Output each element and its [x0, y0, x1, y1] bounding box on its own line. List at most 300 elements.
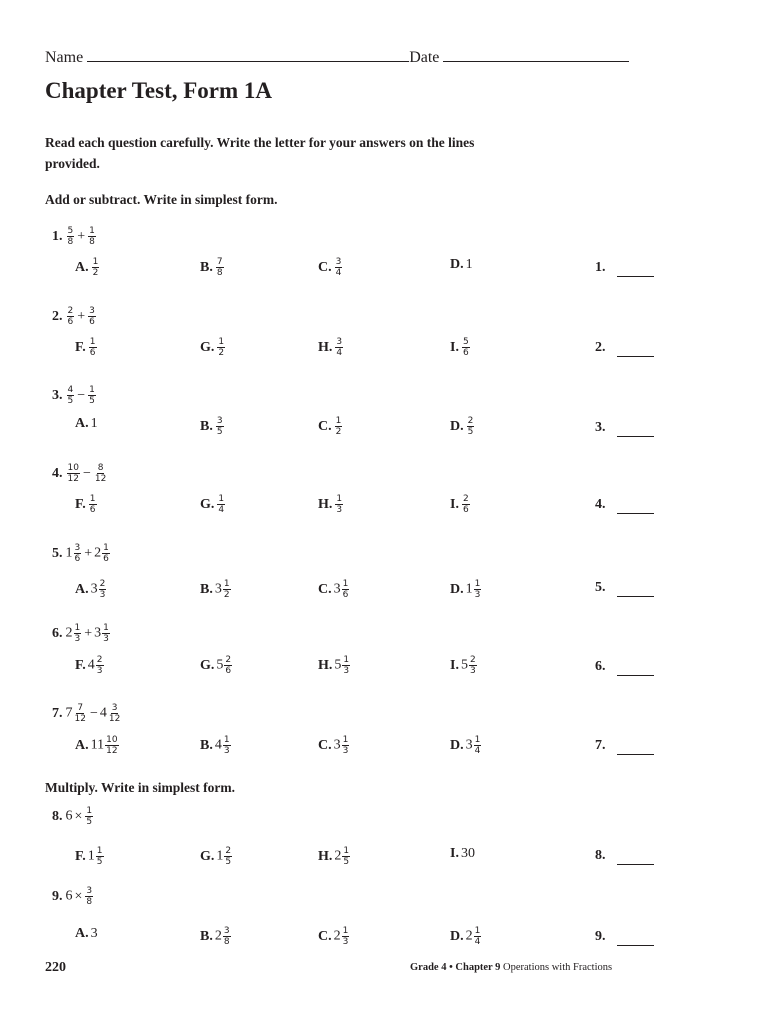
denominator: 12: [67, 474, 79, 484]
numerator: 2: [99, 579, 106, 589]
fraction: [74, 543, 82, 564]
answer-choice[interactable]: [75, 494, 98, 515]
answer-choice[interactable]: [75, 926, 98, 942]
fraction: [223, 579, 231, 600]
denominator: 6: [67, 317, 74, 327]
choice-letter: G.: [200, 848, 215, 864]
whole-number: 2: [94, 545, 102, 561]
denominator: 5: [216, 427, 223, 437]
denominator: 6: [74, 554, 81, 564]
question-4: [52, 463, 108, 484]
denominator: 12: [106, 746, 118, 756]
choice-letter: D.: [450, 737, 464, 753]
denominator: 12: [108, 714, 121, 724]
numerator: 1: [103, 623, 109, 633]
fraction: [216, 257, 224, 278]
numerator: 4: [67, 385, 74, 395]
fraction: [467, 416, 475, 437]
whole-number: 2: [214, 928, 222, 944]
question-number: 8.: [52, 808, 63, 824]
question-6: [52, 623, 111, 644]
fraction: [216, 416, 224, 437]
numerator: 1: [74, 623, 81, 633]
answer-choice[interactable]: [318, 337, 344, 358]
fraction: [462, 494, 470, 515]
denominator: 6: [89, 505, 96, 515]
footer-subject: Operations with Fractions: [503, 962, 613, 973]
denominator: 6: [89, 348, 96, 358]
choice-letter: A.: [75, 581, 89, 597]
numerator: 1: [96, 846, 103, 856]
fraction: [96, 846, 104, 867]
answer-number: 6.: [595, 659, 606, 674]
numerator: 2: [67, 306, 74, 316]
fraction: [85, 806, 93, 827]
fraction: [342, 579, 350, 600]
choice-letter: F.: [75, 848, 86, 864]
answer-line-5[interactable]: [617, 595, 654, 597]
whole-number: 3: [465, 737, 473, 753]
choice-letter: B.: [200, 418, 213, 434]
section-heading-multiply: Multiply. Write in simplest form.: [45, 780, 235, 795]
question-1: [52, 226, 97, 247]
numerator: 7: [77, 703, 84, 713]
choice-letter: G.: [200, 496, 215, 512]
answer-line-8[interactable]: [617, 863, 654, 865]
numerator: 1: [343, 655, 350, 665]
answer-choice[interactable]: [200, 337, 226, 358]
numerator: 2: [467, 416, 474, 426]
fraction: [224, 655, 232, 676]
question-9: [52, 886, 94, 907]
date-field[interactable]: [443, 45, 629, 62]
question-number: 7.: [52, 705, 63, 721]
fraction: [108, 703, 121, 724]
choice-letter: A.: [75, 926, 89, 941]
numerator: 1: [89, 385, 95, 395]
fraction: [335, 416, 343, 437]
denominator: 3: [342, 937, 349, 947]
whole-number: 2: [333, 928, 341, 944]
numerator: 2: [225, 846, 232, 856]
choice-letter: B.: [200, 581, 213, 597]
question-number: 4.: [52, 465, 63, 481]
whole-number: 6: [65, 808, 73, 824]
fraction: [342, 926, 350, 947]
numerator: 3: [336, 337, 343, 347]
denominator: 8: [89, 237, 95, 247]
question-number: 5.: [52, 545, 63, 561]
denominator: 5: [96, 857, 103, 867]
fraction: [335, 337, 343, 358]
answer-line-6[interactable]: [617, 674, 654, 676]
whole-number: 2: [465, 928, 473, 944]
answer-line-1[interactable]: [617, 275, 654, 277]
numerator: 1: [342, 735, 349, 745]
whole-number: 1: [465, 257, 473, 272]
choice-letter: A.: [75, 416, 89, 431]
answer-choice[interactable]: [200, 655, 233, 676]
question-number: 9.: [52, 888, 63, 904]
choice-letter: D.: [450, 418, 464, 434]
denominator: 2: [223, 590, 230, 600]
fraction: [474, 926, 482, 947]
answer-choice[interactable]: [200, 494, 226, 515]
numerator: 1: [86, 806, 93, 816]
numerator: 3: [74, 543, 81, 553]
question-number: 3.: [52, 387, 63, 403]
fraction: [474, 735, 482, 756]
numerator: 3: [86, 886, 93, 896]
fraction: [335, 257, 343, 278]
answer-number: 4.: [595, 497, 606, 512]
choice-letter: C.: [318, 418, 332, 434]
choice-letter: I.: [450, 846, 459, 861]
numerator: 1: [103, 543, 109, 553]
fraction: [342, 735, 350, 756]
fraction: [88, 385, 96, 406]
denominator: 5: [86, 817, 93, 827]
choice-letter: D.: [450, 928, 464, 944]
answer-choice[interactable]: [450, 257, 473, 273]
choice-letter: D.: [450, 257, 464, 272]
denominator: 6: [462, 348, 469, 358]
answer-choice[interactable]: [75, 846, 105, 867]
answer-choice[interactable]: [200, 846, 233, 867]
answer-choice[interactable]: [75, 579, 107, 600]
answer-choice[interactable]: [450, 735, 482, 756]
numerator: 1: [342, 926, 349, 936]
fraction: [462, 337, 470, 358]
whole-number: 3: [333, 581, 341, 597]
denominator: 3: [474, 590, 481, 600]
answer-choice[interactable]: [318, 494, 344, 515]
numerator: 7: [216, 257, 223, 267]
numerator: 2: [96, 655, 103, 665]
question-5: [52, 543, 111, 564]
choice-letter: B.: [200, 928, 213, 944]
whole-number: 7: [65, 705, 73, 721]
numerator: 3: [223, 926, 230, 936]
operator: −: [77, 387, 86, 403]
fraction: [94, 463, 107, 484]
denominator: 5: [225, 857, 232, 867]
whole-number: 11: [90, 737, 105, 753]
answer-choice[interactable]: [450, 494, 471, 515]
answer-number: 9.: [595, 929, 606, 944]
question-number: 2.: [52, 308, 63, 324]
fraction: [92, 257, 100, 278]
fraction: [217, 337, 225, 358]
fraction: [85, 886, 93, 907]
fraction: [99, 579, 107, 600]
footer-grade: Grade 4: [410, 962, 447, 973]
answer-number: 7.: [595, 738, 606, 753]
answer-choice[interactable]: [318, 846, 351, 867]
fraction: [89, 337, 97, 358]
denominator: 6: [342, 590, 349, 600]
denominator: 3: [99, 590, 106, 600]
denominator: 3: [342, 746, 349, 756]
answer-choice[interactable]: [75, 416, 98, 432]
denominator: 2: [92, 268, 99, 278]
choice-letter: B.: [200, 259, 213, 275]
fraction: [67, 226, 75, 247]
fraction: [88, 306, 96, 327]
operator: +: [77, 228, 86, 244]
answer-choice[interactable]: [75, 655, 105, 676]
answer-number: 3.: [595, 420, 606, 435]
answer-line-9[interactable]: [617, 944, 654, 946]
choice-letter: F.: [75, 657, 86, 673]
numerator: 2: [469, 655, 476, 665]
numerator: 1: [89, 494, 96, 504]
page-number: 220: [45, 960, 66, 975]
denominator: 6: [225, 666, 232, 676]
answer-choice[interactable]: [318, 257, 343, 278]
choice-letter: G.: [200, 657, 215, 673]
choice-letter: C.: [318, 737, 332, 753]
denominator: 5: [89, 396, 95, 406]
operator: +: [84, 625, 93, 641]
name-label: Name: [45, 49, 84, 66]
numerator: 1: [335, 416, 342, 426]
whole-number: 5: [216, 657, 224, 673]
answer-choice[interactable]: [75, 735, 120, 756]
denominator: 3: [343, 666, 350, 676]
whole-number: 2: [334, 848, 342, 864]
denominator: 3: [336, 505, 343, 515]
whole-number: 2: [65, 625, 73, 641]
numerator: 1: [343, 846, 350, 856]
fraction: [335, 494, 343, 515]
answer-line-3[interactable]: [617, 435, 654, 437]
fraction: [67, 306, 75, 327]
denominator: 3: [74, 634, 81, 644]
question-3: [52, 385, 97, 406]
denominator: 5: [343, 857, 350, 867]
whole-number: 4: [99, 705, 107, 721]
numerator: 1: [223, 735, 230, 745]
answer-choice[interactable]: [318, 579, 350, 600]
fraction: [223, 735, 231, 756]
numerator: 5: [67, 226, 74, 236]
answer-choice[interactable]: [450, 416, 475, 437]
fraction: [67, 463, 80, 484]
answer-choice[interactable]: [75, 257, 100, 278]
answer-choice[interactable]: [450, 337, 471, 358]
operator: ×: [74, 888, 83, 904]
answer-choice[interactable]: [318, 416, 343, 437]
fraction: [89, 494, 97, 515]
answer-choice[interactable]: [318, 926, 350, 947]
numerator: 1: [474, 579, 481, 589]
denominator: 2: [335, 427, 342, 437]
denominator: 8: [216, 268, 223, 278]
fraction: [474, 579, 482, 600]
numerator: 2: [462, 494, 469, 504]
answer-choice[interactable]: [200, 735, 232, 756]
answer-line-7[interactable]: [617, 753, 654, 755]
operator: −: [89, 705, 98, 721]
fraction: [96, 655, 104, 676]
choice-letter: D.: [450, 581, 464, 597]
operator: −: [82, 465, 91, 481]
choice-letter: G.: [200, 339, 215, 355]
whole-number: 4: [214, 737, 222, 753]
choice-letter: C.: [318, 928, 332, 944]
footer-bullet: •: [449, 962, 453, 973]
fraction: [67, 385, 75, 406]
answer-number: 8.: [595, 848, 606, 863]
numerator: 2: [225, 655, 232, 665]
instructions: Read each question carefully. Write the letter for your answers on the lines provided.: [45, 135, 475, 171]
answer-number: 1.: [595, 260, 606, 275]
operator: +: [77, 308, 86, 324]
answer-choice[interactable]: [75, 337, 98, 358]
whole-number: 1: [87, 848, 95, 864]
section-heading-add-subtract: Add or subtract. Write in simplest form.: [45, 192, 278, 207]
answer-choice[interactable]: [318, 655, 351, 676]
denominator: 3: [96, 666, 103, 676]
choice-letter: A.: [75, 259, 89, 275]
answer-choice[interactable]: [200, 579, 232, 600]
denominator: 4: [218, 505, 225, 515]
whole-number: 1: [465, 581, 473, 597]
whole-number: 4: [87, 657, 95, 673]
denominator: 8: [86, 897, 93, 907]
choice-letter: C.: [318, 259, 332, 275]
denominator: 5: [467, 427, 474, 437]
denominator: 2: [218, 348, 225, 358]
numerator: 1: [474, 926, 481, 936]
answer-choice[interactable]: [200, 416, 225, 437]
fraction: [223, 926, 231, 947]
fraction: [88, 226, 96, 247]
fraction: [105, 735, 118, 756]
denominator: 4: [335, 268, 342, 278]
answer-choice[interactable]: [318, 735, 350, 756]
denominator: 4: [474, 937, 481, 947]
choice-letter: H.: [318, 496, 333, 512]
date-label: Date: [409, 49, 440, 66]
numerator: 10: [67, 463, 79, 473]
footer-chapter: Chapter 9: [455, 962, 501, 973]
numerator: 1: [336, 494, 343, 504]
fraction: [469, 655, 477, 676]
choice-letter: F.: [75, 339, 86, 355]
answer-number: 5.: [595, 580, 606, 595]
choice-letter: H.: [318, 848, 333, 864]
choice-letter: I.: [450, 339, 459, 355]
choice-letter: A.: [75, 737, 89, 753]
numerator: 1: [223, 579, 230, 589]
whole-number: 3: [90, 926, 98, 941]
denominator: 6: [462, 505, 469, 515]
numerator: 8: [97, 463, 104, 473]
denominator: 4: [336, 348, 343, 358]
fraction: [224, 846, 232, 867]
denominator: 6: [89, 317, 95, 327]
fraction: [342, 846, 350, 867]
answer-choice[interactable]: [200, 926, 232, 947]
operator: ×: [74, 808, 83, 824]
whole-number: 30: [460, 846, 475, 861]
numerator: 10: [106, 735, 118, 745]
whole-number: 3: [214, 581, 222, 597]
whole-number: 5: [460, 657, 468, 673]
denominator: 12: [94, 474, 107, 484]
answer-line-4[interactable]: [617, 512, 654, 514]
numerator: 3: [216, 416, 223, 426]
numerator: 1: [474, 735, 481, 745]
page-title: Chapter Test, Form 1A: [45, 78, 273, 103]
denominator: 5: [67, 396, 74, 406]
whole-number: 1: [65, 545, 73, 561]
whole-number: 1: [216, 848, 224, 864]
numerator: 1: [92, 257, 99, 267]
answer-choice[interactable]: [200, 257, 225, 278]
choice-letter: H.: [318, 657, 333, 673]
fraction: [217, 494, 225, 515]
answer-number: 2.: [595, 340, 606, 355]
answer-choice[interactable]: [450, 655, 478, 676]
whole-number: 3: [94, 625, 102, 641]
whole-number: 6: [65, 888, 73, 904]
fraction: [342, 655, 350, 676]
denominator: 3: [469, 666, 476, 676]
numerator: 5: [462, 337, 469, 347]
answer-line-2[interactable]: [617, 355, 654, 357]
denominator: 4: [474, 746, 481, 756]
fraction: [102, 623, 110, 644]
choice-letter: H.: [318, 339, 333, 355]
answer-choice[interactable]: [450, 926, 482, 947]
fraction: [102, 543, 110, 564]
denominator: 3: [223, 746, 230, 756]
name-date-header: [45, 45, 685, 67]
question-8: [52, 806, 94, 827]
numerator: 1: [218, 337, 225, 347]
question-number: 1.: [52, 228, 63, 244]
denominator: 6: [103, 554, 109, 564]
choice-letter: C.: [318, 581, 332, 597]
numerator: 1: [89, 226, 95, 236]
fraction: [74, 703, 87, 724]
numerator: 1: [218, 494, 225, 504]
answer-choice[interactable]: [450, 579, 482, 600]
whole-number: 3: [90, 581, 98, 597]
denominator: 8: [67, 237, 74, 247]
name-field[interactable]: [87, 45, 409, 62]
whole-number: 3: [333, 737, 341, 753]
footer-info: [410, 962, 612, 973]
denominator: 8: [223, 937, 230, 947]
question-2: [52, 306, 97, 327]
choice-letter: F.: [75, 496, 86, 512]
choice-letter: I.: [450, 657, 459, 673]
numerator: 1: [89, 337, 96, 347]
numerator: 3: [335, 257, 342, 267]
choice-letter: I.: [450, 496, 459, 512]
whole-number: 5: [334, 657, 342, 673]
answer-choice[interactable]: [450, 846, 475, 862]
choice-letter: B.: [200, 737, 213, 753]
question-number: 6.: [52, 625, 63, 641]
question-7: [52, 703, 122, 724]
numerator: 1: [342, 579, 349, 589]
numerator: 3: [89, 306, 95, 316]
